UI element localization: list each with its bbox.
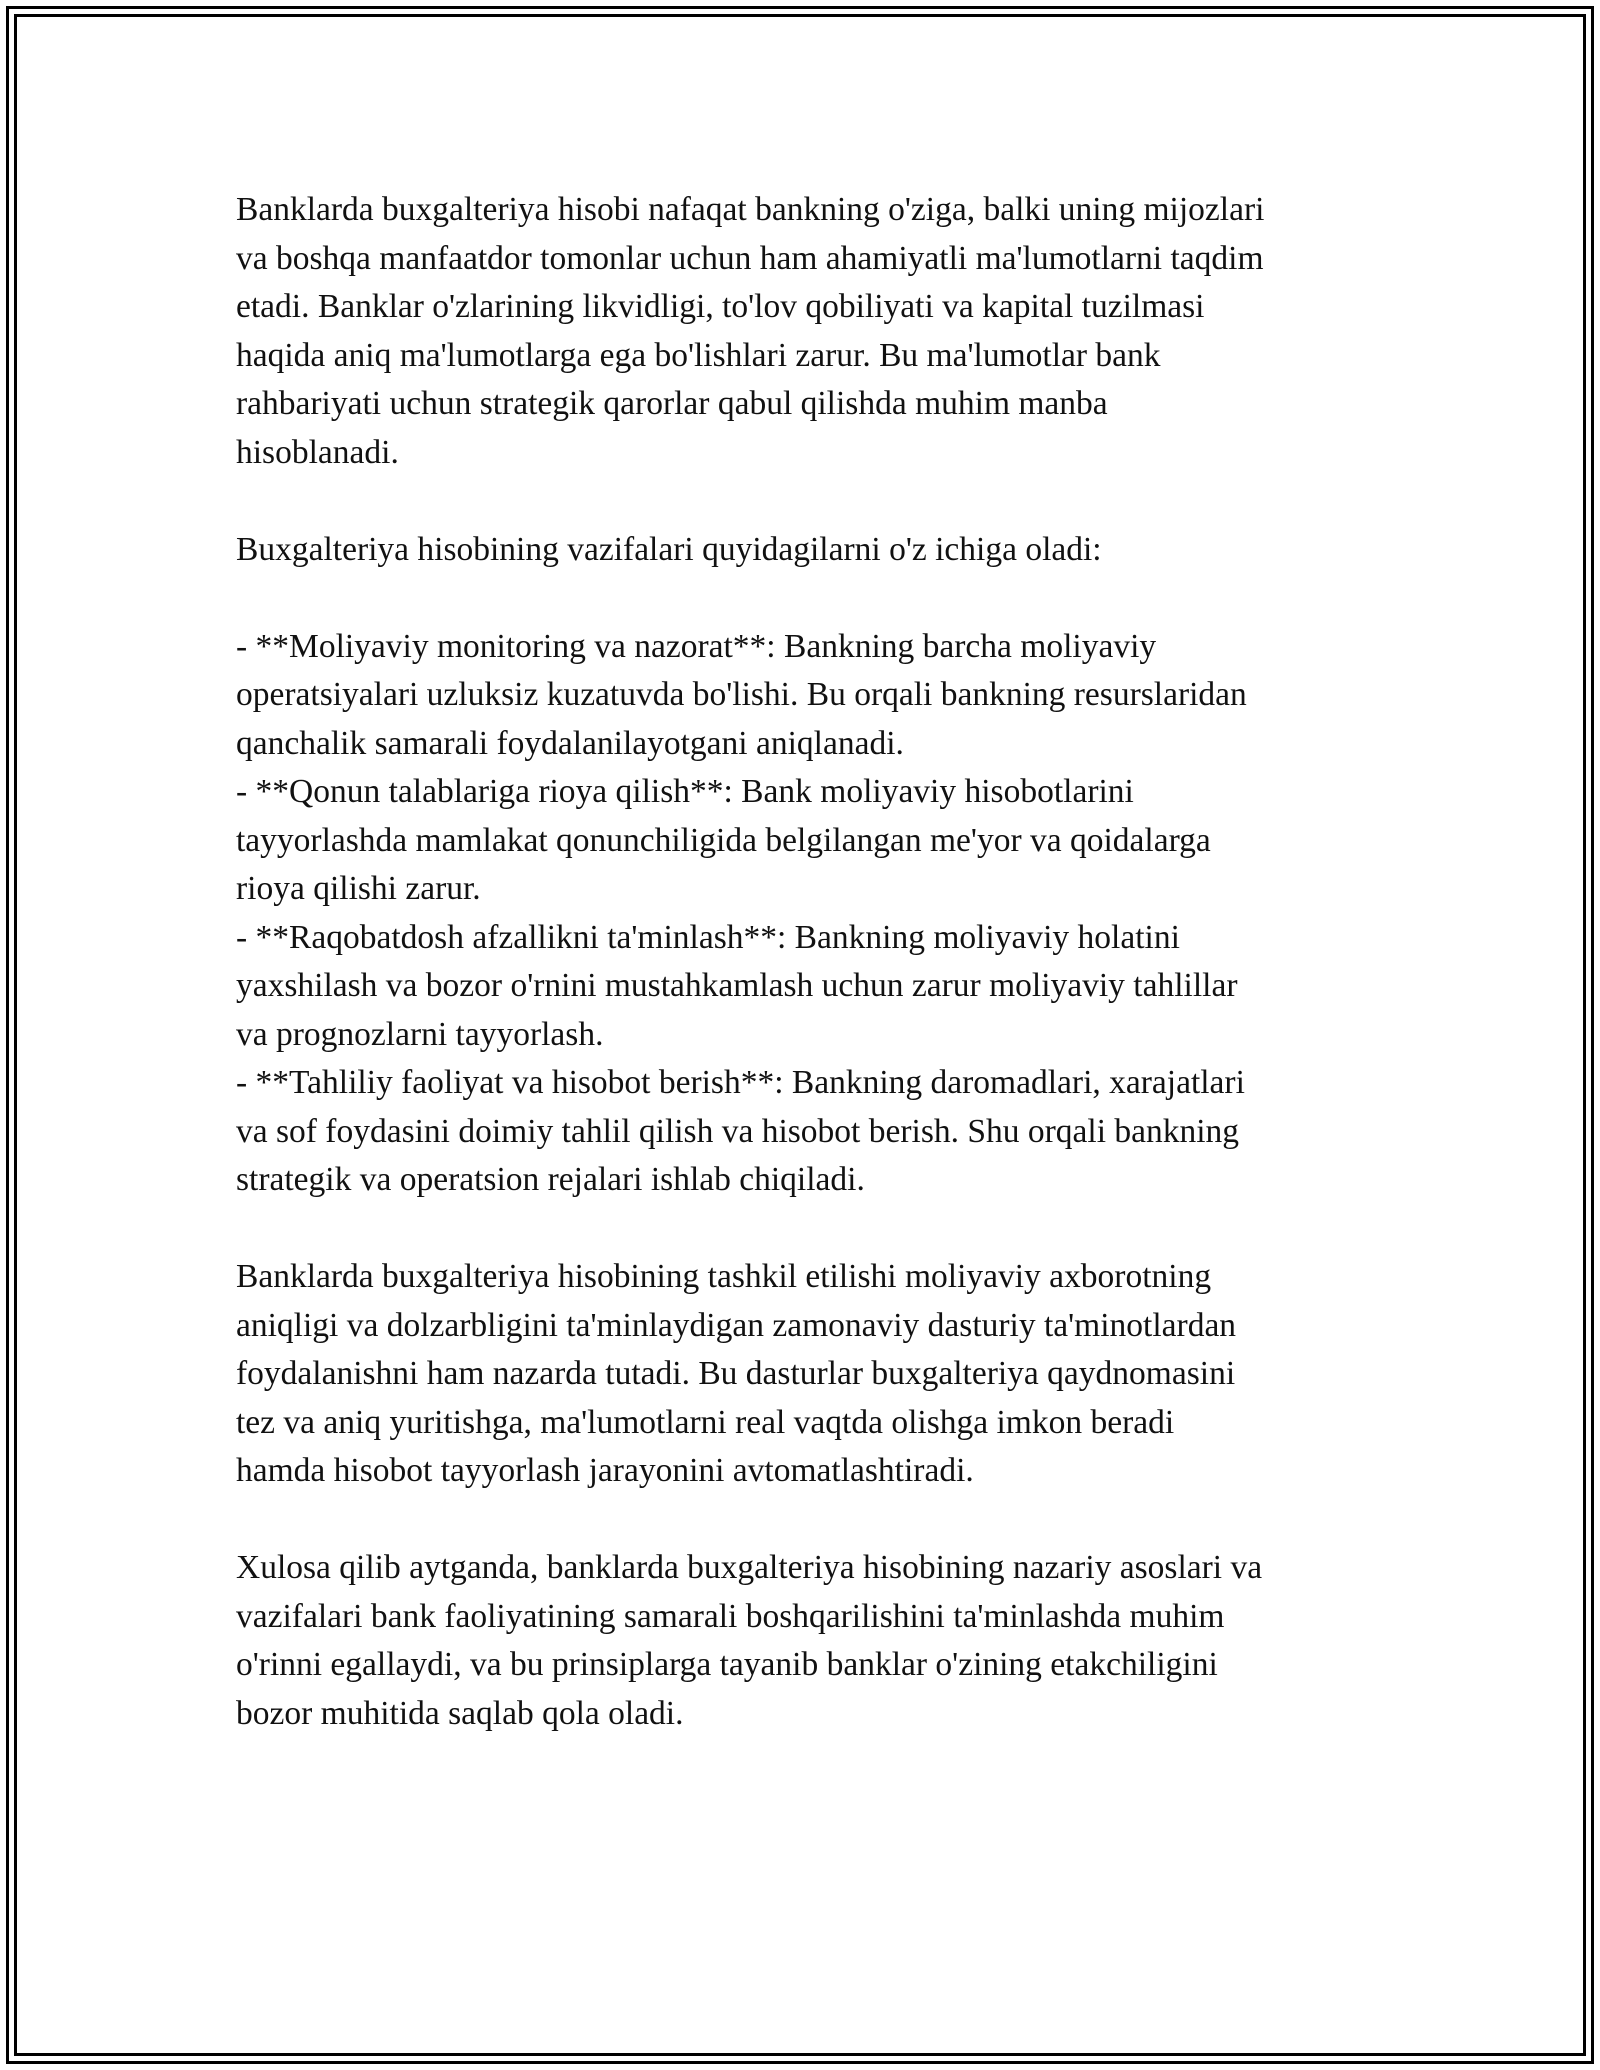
task-list: [236, 623, 1376, 1205]
paragraph-tasks-heading: Buxgalteriya hisobining vazifalari quyidagilarni o'z ichiga oladi:: [236, 530, 1102, 568]
list-item: - **Raqobatdosh afzallikni ta'minlash**: Bankning moliyaviy holatini yaxshilash va bozor o'rnini mustahkamlash uchun zarur moliyaviy tahlillar va prognozlarni tayyorlash.: [236, 918, 1238, 1053]
paragraph-software: Banklarda buxgalteriya hisobining tashkil etilishi moliyaviy axborotning aniqligi va dolzarbligini ta'minlaydigan zamonaviy dasturiy ta'minotlardan foydalanishni ham nazarda tutadi. Bu dasturlar buxgalteriya qaydnomasini tez va aniq yuritishga, ma'lumotlarni real vaqtda olishga imkon beradi hamda hisobot tayyorlash jarayonini avtomatlashtiradi.: [236, 1258, 1237, 1489]
paragraph-spacer: [236, 1205, 1376, 1254]
paragraph-spacer: [236, 477, 1376, 526]
paragraph-intro: Banklarda buxgalteriya hisobi nafaqat bankning o'ziga, balki uning mijozlari va boshqa manfaatdor tomonlar uchun ham ahamiyatli ma'lumotlarni taqdim etadi. Banklar o'zlarining likvidligi, to'lov qobiliyati va kapital tuzilmasi haqida aniq ma'lumotlarga ega bo'lishlari zarur. Bu ma'lumotlar bank rahbariyati uchun strategik qarorlar qabul qilishda muhim manba hisoblanadi.: [236, 191, 1265, 471]
list-item: - **Qonun talablariga rioya qilish**: Bank moliyaviy hisobotlarini tayyorlashda mamlakat qonunchiligida belgilangan me'yor va qoidalarga rioya qilishi zarur.: [236, 773, 1211, 907]
document-body: [236, 186, 1376, 1738]
paragraph-spacer: [236, 574, 1376, 623]
paragraph-spacer: [236, 1496, 1376, 1545]
paragraph-conclusion: Xulosa qilib aytganda, banklarda buxgalteriya hisobining nazariy asoslari va vazifalari bank faoliyatining samarali boshqarilishini ta'minlashda muhim o'rinni egallaydi, va bu prinsiplarga tayanib banklar o'zining etakchiligini bozor muhitida saqlab qola oladi.: [236, 1549, 1263, 1732]
list-item: - **Tahliliy faoliyat va hisobot berish**: Bankning daromadlari, xarajatlari va sof foydasini doimiy tahlil qilish va hisobot berish. Shu orqali bankning strategik va operatsion rejalari ishlab chiqiladi.: [236, 1064, 1245, 1198]
list-item: - **Moliyaviy monitoring va nazorat**: Bankning barcha moliyaviy operatsiyalari uzluksiz kuzatuvda bo'lishi. Bu orqali bankning resurslaridan qanchalik samarali foydalanilayotgani aniqlanadi.: [236, 627, 1247, 762]
